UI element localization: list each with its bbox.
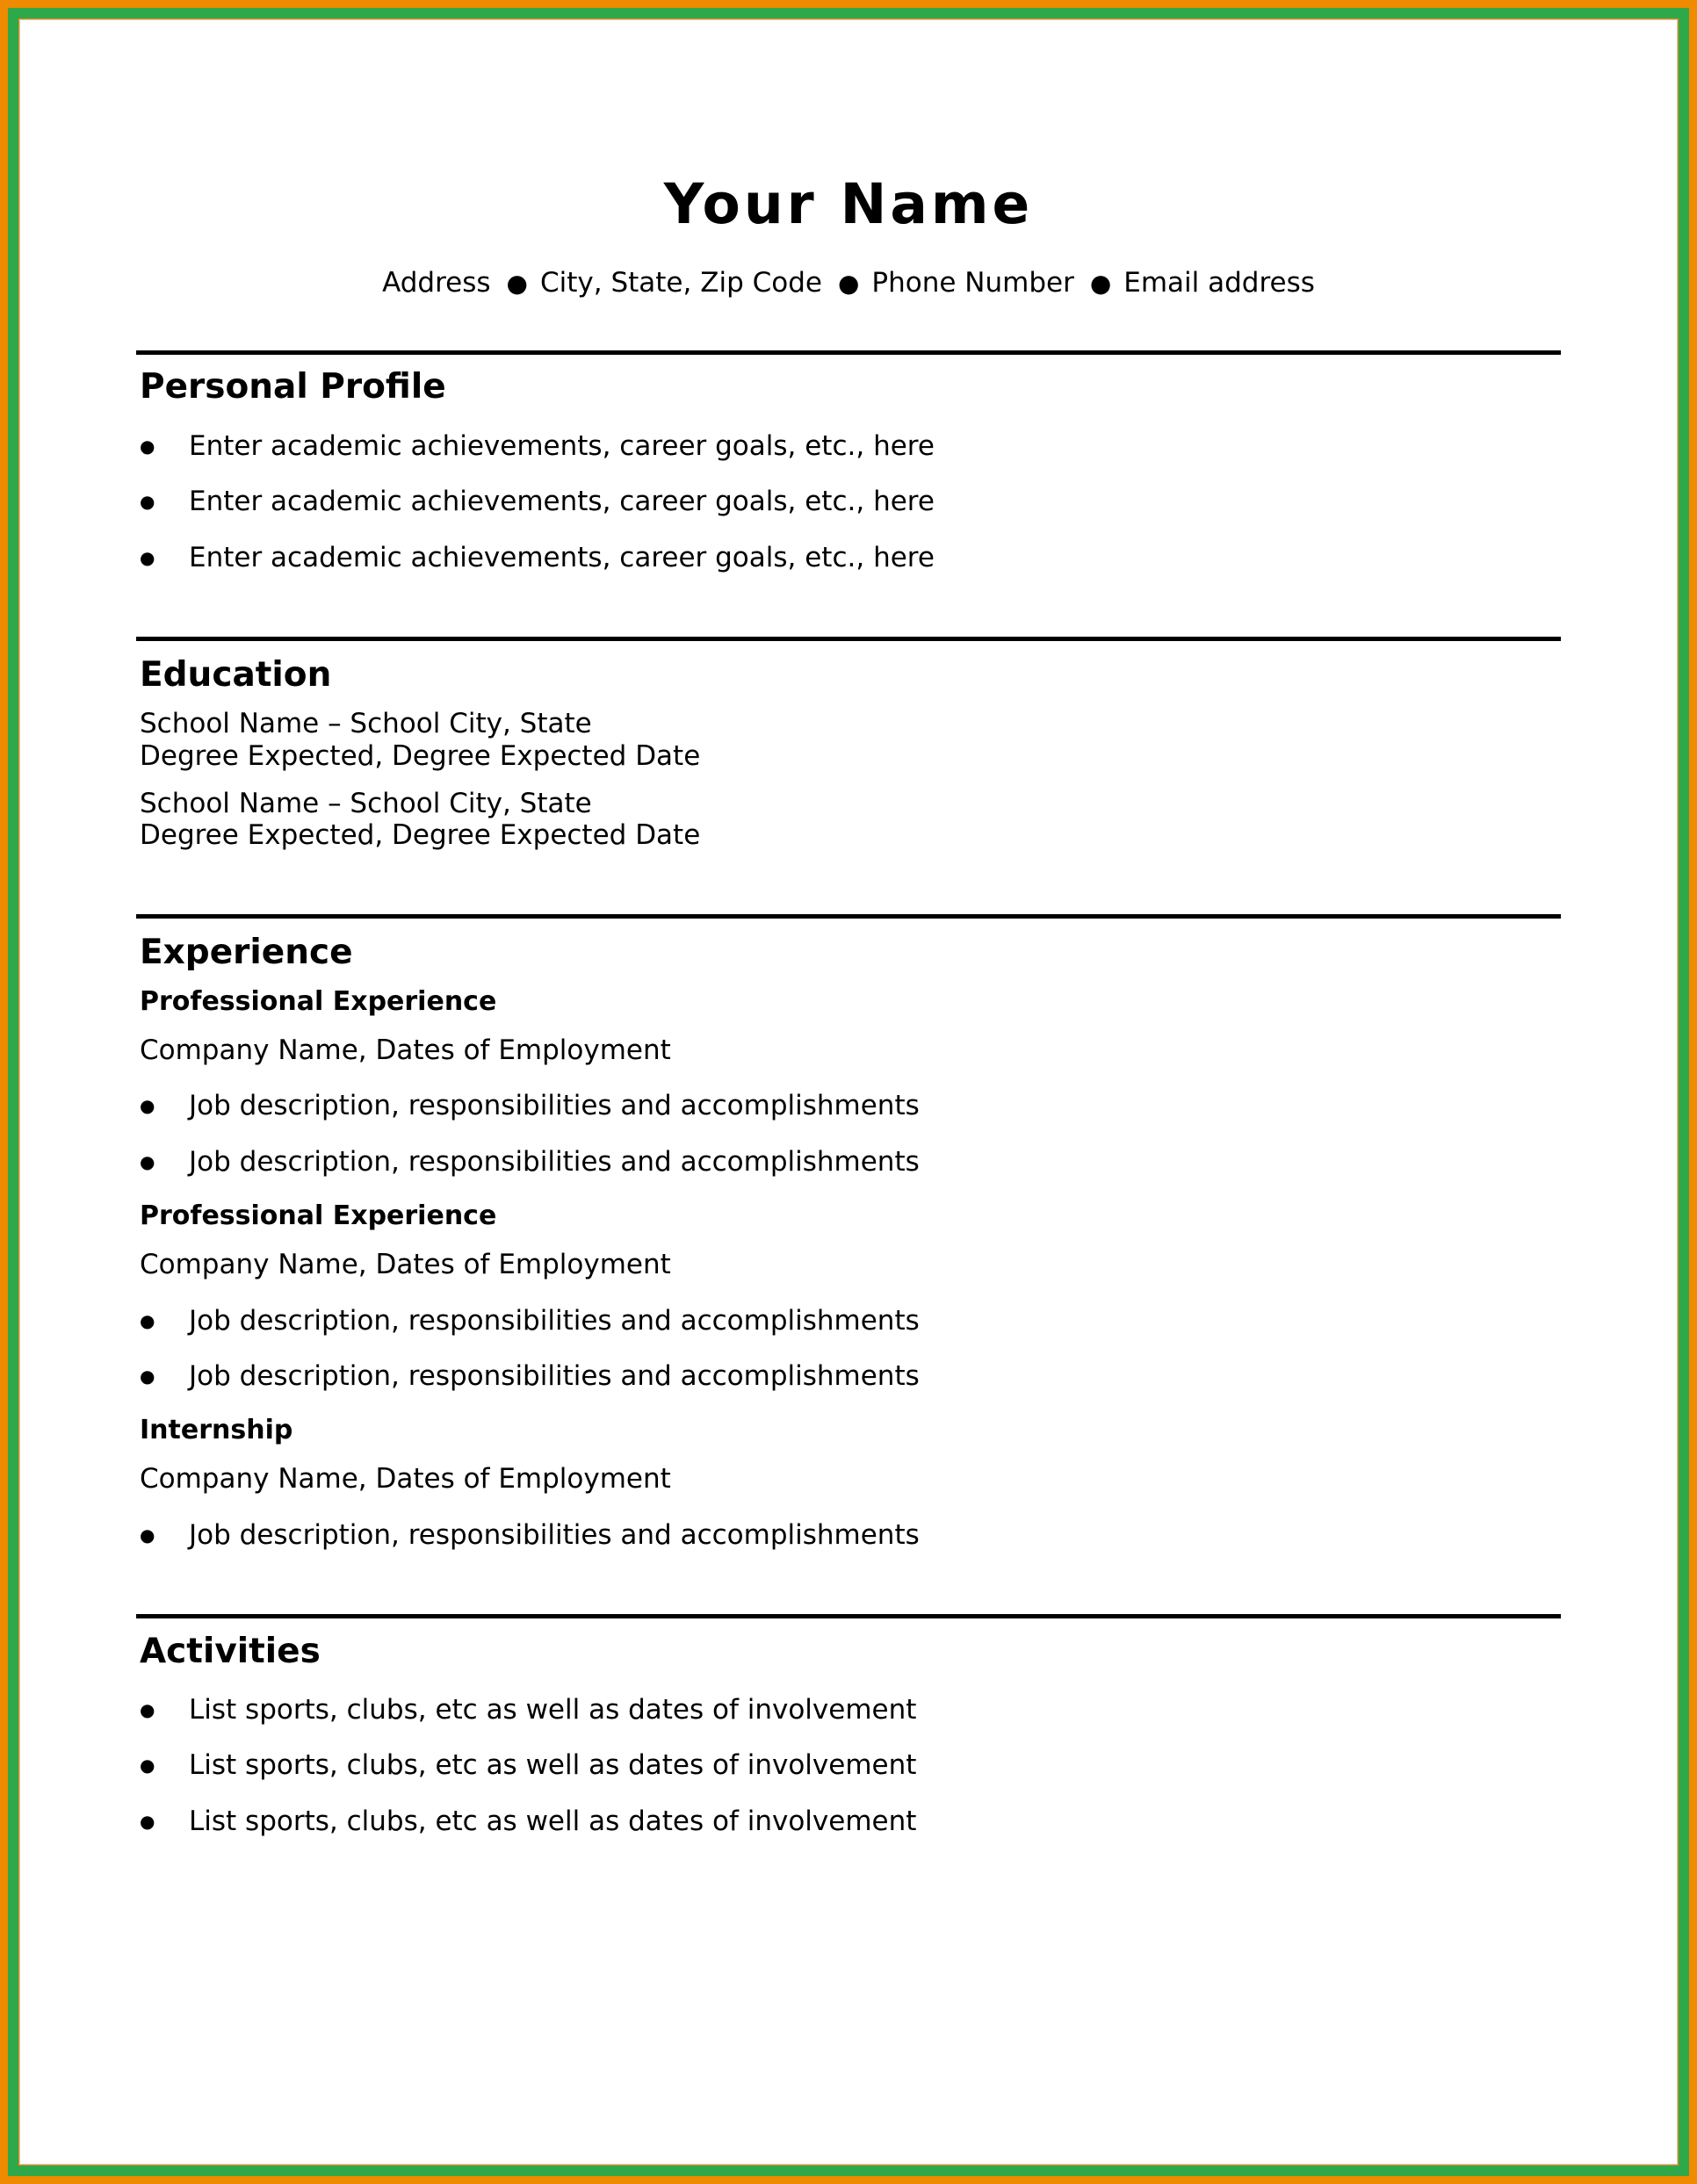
bullet-icon: ●	[140, 1755, 155, 1776]
list-item: ● Job description, responsibilities and accomplishments	[140, 1360, 920, 1392]
resume-page	[19, 19, 1678, 2165]
experience-heading: Internship	[140, 1415, 293, 1445]
list-item: ● List sports, clubs, etc as well as dates of involvement	[140, 1694, 917, 1726]
contact-email: Email address	[1123, 267, 1315, 299]
bullet-icon: ●	[140, 1151, 155, 1172]
section-title-experience: Experience	[140, 933, 353, 972]
experience-company: Company Name, Dates of Employment	[140, 1249, 671, 1280]
experience-company: Company Name, Dates of Employment	[140, 1034, 671, 1066]
education-degree: Degree Expected, Degree Expected Date	[140, 740, 701, 772]
list-item: ● Job description, responsibilities and accomplishments	[140, 1146, 920, 1178]
experience-heading: Professional Experience	[140, 986, 497, 1017]
education-school: School Name – School City, State	[140, 708, 592, 739]
section-rule	[136, 350, 1561, 355]
list-item: ● Enter academic achievements, career goals, etc., here	[140, 486, 935, 517]
list-item: ● Job description, responsibilities and accomplishments	[140, 1305, 920, 1337]
list-item: ● List sports, clubs, etc as well as dates of involvement	[140, 1806, 917, 1837]
contact-phone: Phone Number	[871, 267, 1074, 299]
bullet-icon: ●	[140, 1366, 155, 1387]
separator-dot: ●	[506, 269, 528, 298]
bullet-icon: ●	[140, 491, 155, 512]
section-title-profile: Personal Profile	[140, 367, 446, 407]
bullet-icon: ●	[140, 1811, 155, 1832]
list-item: ● List sports, clubs, etc as well as dates of involvement	[140, 1749, 917, 1781]
section-rule	[136, 637, 1561, 641]
bullet-icon: ●	[140, 1095, 155, 1116]
bullet-icon: ●	[140, 1524, 155, 1546]
bullet-icon: ●	[140, 1699, 155, 1720]
bullet-icon: ●	[140, 547, 155, 568]
section-title-education: Education	[140, 655, 332, 695]
list-item: ● Enter academic achievements, career goals, etc., here	[140, 542, 935, 573]
bullet-icon: ●	[140, 436, 155, 457]
section-rule	[136, 1614, 1561, 1618]
list-item: ● Job description, responsibilities and accomplishments	[140, 1519, 920, 1551]
experience-company: Company Name, Dates of Employment	[140, 1463, 671, 1495]
contact-address: Address	[382, 267, 491, 299]
experience-heading: Professional Experience	[140, 1200, 497, 1231]
section-rule	[136, 914, 1561, 919]
section-title-activities: Activities	[140, 1632, 321, 1671]
education-degree: Degree Expected, Degree Expected Date	[140, 819, 701, 851]
contact-line	[20, 267, 1677, 299]
list-item: ● Enter academic achievements, career goals, etc., here	[140, 430, 935, 462]
education-school: School Name – School City, State	[140, 788, 592, 819]
list-item: ● Job description, responsibilities and accomplishments	[140, 1090, 920, 1121]
resume-name: Your Name	[663, 172, 1034, 236]
contact-city: City, State, Zip Code	[539, 267, 822, 299]
separator-dot: ●	[837, 269, 860, 298]
bullet-icon: ●	[140, 1310, 155, 1331]
separator-dot: ●	[1089, 269, 1112, 298]
